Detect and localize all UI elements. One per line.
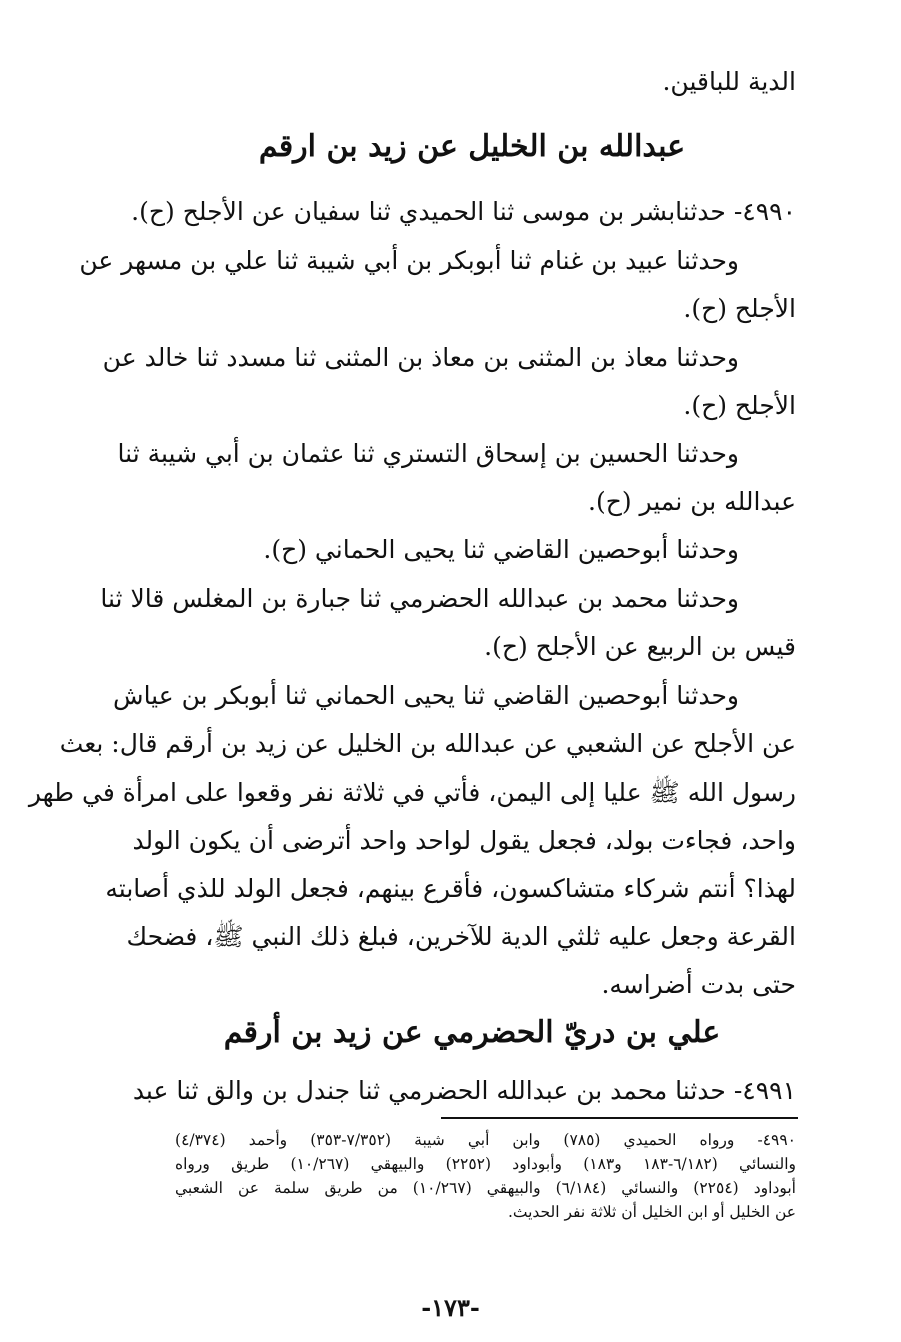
hadith-4990-line-12: عن الأجلح عن الشعبي عن عبدالله بن الخليل عن زيد بن أرقم قال: بعث [59,729,796,758]
hadith-4990-line-17: حتى بدت أضراسه. [601,970,796,999]
footnote-line-1: ٤٩٩٠- ورواه الحميدي (٧٨٥) وابن أبي شيبة (٧/٣٥٢-٣٥٣) وأحمد (٤/٣٧٤) [175,1131,796,1149]
hadith-4990-line-1: ٤٩٩٠- حدثنابشر بن موسى ثنا الحميدي ثنا سفيان عن الأجلح (ح). [131,197,796,226]
hadith-4990-line-16: القرعة وجعل عليه ثلثي الدية للآخرين، فبلغ ذلك النبي ﷺ، فضحك [126,922,796,951]
hadith-4990-line-13: رسول الله ﷺ عليا إلى اليمن، فأتي في ثلاثة نفر وقعوا على امرأة في طهر [28,778,796,807]
section-heading-ali-bin-durayy: علي بن دريّ الحضرمي عن زيد بن أرقم [223,1015,721,1050]
hadith-4990-line-5: الأجلح (ح). [683,391,796,420]
hadith-4990-line-8: وحدثنا أبوحصين القاضي ثنا يحيى الحماني (ح). [263,535,739,564]
hadith-4990-line-3: الأجلح (ح). [683,294,796,323]
hadith-4990-line-7: عبدالله بن نمير (ح). [588,487,796,516]
hadith-4990-line-4: وحدثنا معاذ بن المثنى بن معاذ بن المثنى ثنا مسدد ثنا خالد عن [102,343,739,372]
hadith-4990-line-6: وحدثنا الحسين بن إسحاق التستري ثنا عثمان بن أبي شيبة ثنا [117,439,739,468]
hadith-4990-line-2: وحدثنا عبيد بن غنام ثنا أبوبكر بن أبي شيبة ثنا علي بن مسهر عن [79,246,739,275]
page-number: -١٧٣- [421,1293,480,1322]
section-heading-abdullah-bin-al-khalil: عبدالله بن الخليل عن زيد بن ارقم [258,129,686,164]
hadith-4991-line-1: ٤٩٩١- حدثنا محمد بن عبدالله الحضرمي ثنا جندل بن والق ثنا عبد [132,1076,796,1105]
hadith-4990-line-15: لهذا؟ أنتم شركاء متشاكسون، فأقرع بينهم، فجعل الولد للذي أصابته [105,874,796,903]
hadith-4990-line-14: واحد، فجاءت بولد، فجعل يقول لواحد واحد أترضى أن يكون الولد [132,826,796,855]
hadith-4990-line-10: قيس بن الربيع عن الأجلح (ح). [484,632,796,661]
footnote-line-4: عن الخليل أو ابن الخليل أن ثلاثة نفر الحديث. [507,1203,796,1221]
continuation-text: الدية للباقين. [662,67,796,96]
hadith-4990-line-11: وحدثنا أبوحصين القاضي ثنا يحيى الحماني ثنا أبوبكر بن عياش [113,681,739,710]
hadith-4990-line-9: وحدثنا محمد بن عبدالله الحضرمي ثنا جبارة بن المغلس قالا ثنا [100,584,739,613]
footnote-separator [441,1117,798,1119]
footnote-line-2: والنسائي (٦/١٨٢-١٨٣ و١٨٣) وأبوداود (٢٢٥٢) والبيهقي (١٠/٢٦٧) طريق ورواه [175,1155,796,1173]
footnote-line-3: أبوداود (٢٢٥٤) والنسائي (٦/١٨٤) والبيهقي (١٠/٢٦٧) من طريق سلمة عن الشعبي [175,1179,796,1197]
